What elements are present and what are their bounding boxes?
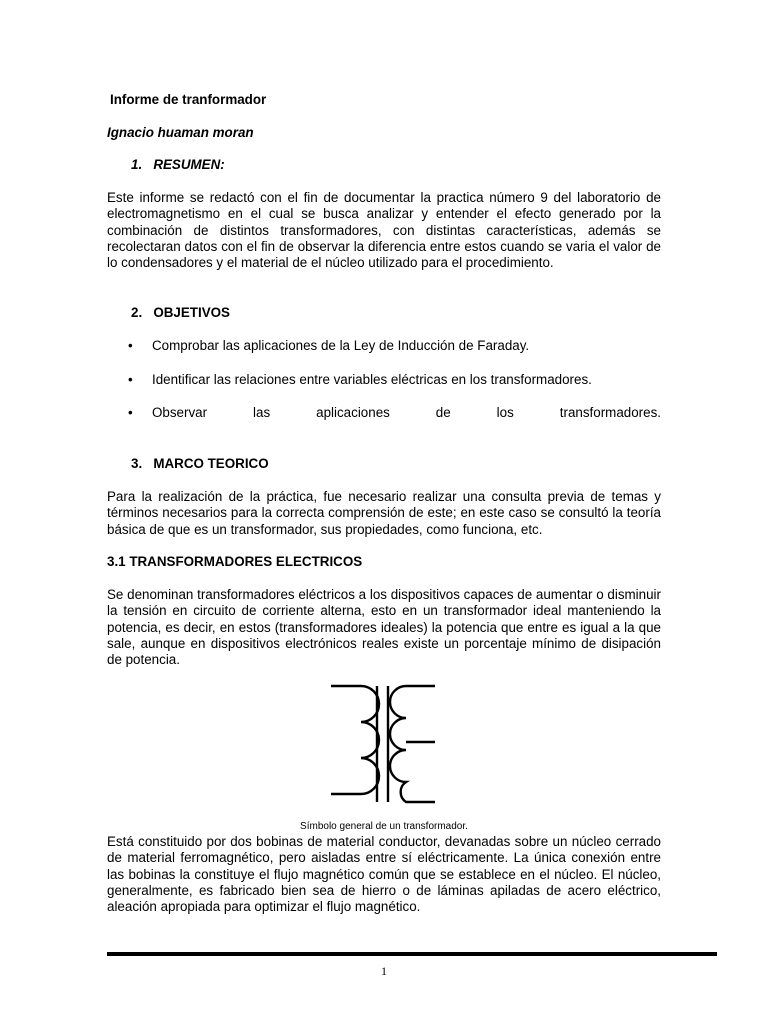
primary-coil <box>331 686 379 794</box>
figure-caption: Símbolo general de un transformador. <box>300 821 468 832</box>
resumen-heading: 1. RESUMEN: <box>131 157 225 172</box>
transformadores-paragraph: Se denominan transformadores eléctricos a los dispositivos capaces de aumentar o disminuir la tensión en circuito de corriente alterna, esto en un transformador ideal manteniendo la potencia, es decir, en estos (transformadores ideales) la potencia que entre es igual a la que sale, aunque en dispositivos electrónicos reales existe un porcentaje mínimo de disipación de potencia. <box>107 587 661 668</box>
marco-heading: 3. MARCO TEORICO <box>131 456 269 471</box>
document-title: Informe de tranformador <box>110 92 267 107</box>
objetivo-text: Observar las aplicaciones de los transformadores. <box>152 405 661 420</box>
resumen-paragraph: Este informe se redactó con el fin de documentar la practica número 9 del laboratorio de electromagnetismo en el cual se busca analizar y entender el efecto generado por la combinación de distintos transformadores, con distintas características, además se recolectaran datos con el fin de observar la diferencia entre estos cuando se varia el valor de lo condensadores y el material de el núcleo utilizado para el procedimiento. <box>107 190 661 271</box>
objetivo-text: Comprobar las aplicaciones de la Ley de Inducción de Faraday. <box>152 338 530 353</box>
marco-paragraph: Para la realización de la práctica, fue necesario realizar una consulta previa de temas y términos necesarios para la correcta comprensión de este; en este caso se consultó la teoría básica de que es un transformador, sus propiedades, como funciona, etc. <box>107 489 661 537</box>
document-author: Ignacio huaman moran <box>107 125 254 140</box>
bullet-icon: • <box>128 372 133 387</box>
transformer-symbol-figure <box>325 681 441 807</box>
objetivos-heading: 2. OBJETIVOS <box>131 305 230 320</box>
secondary-coil <box>390 686 435 802</box>
page-number: 1 <box>381 964 387 978</box>
transformadores-paragraph-2: Está constituido por dos bobinas de material conductor, devanadas sobre un núcleo cerrado de material ferromagnético, pero aisladas entre sí eléctricamente. La única conexión entre las bobinas la constituye el flujo magnético común que se establece en el núcleo. El núcleo, generalmente, es fabricado bien sea de hierro o de láminas apiladas de acero eléctrico, aleación apropiada para optimizar el flujo magnético. <box>107 834 661 915</box>
bullet-icon: • <box>128 405 133 420</box>
objetivo-text: Identificar las relaciones entre variables eléctricas en los transformadores. <box>152 372 592 387</box>
bullet-icon: • <box>128 338 133 353</box>
footer-rule <box>107 952 717 956</box>
transformadores-heading: 3.1 TRANSFORMADORES ELECTRICOS <box>107 554 363 569</box>
